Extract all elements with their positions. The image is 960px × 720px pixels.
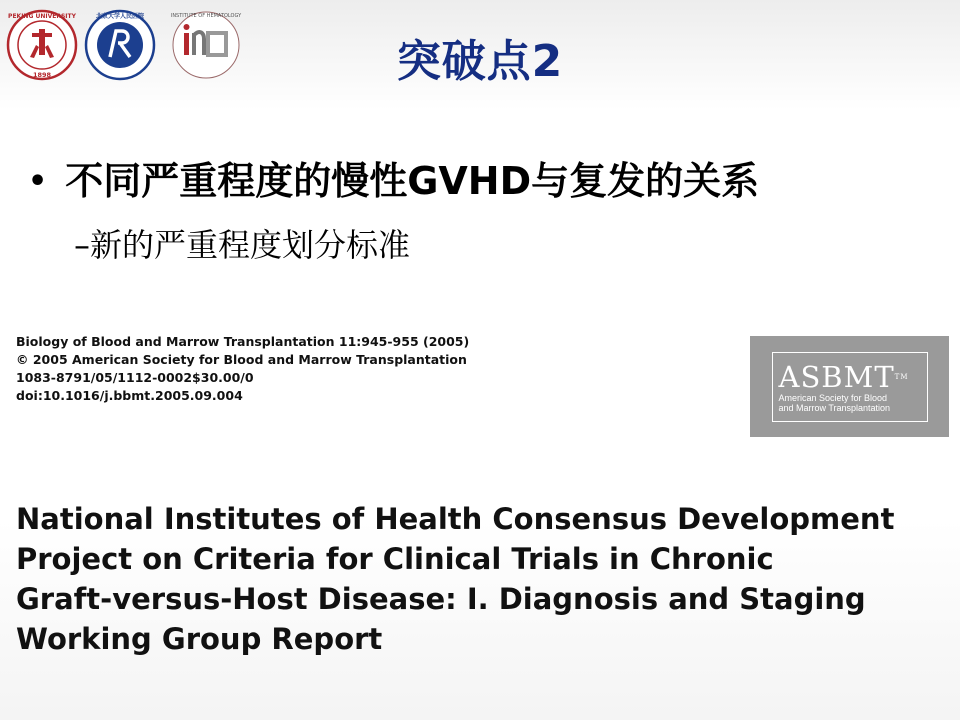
paper-title-line: Working Group Report	[16, 622, 383, 656]
journal-citation	[16, 333, 469, 405]
asbmt-subtitle-line: and Marrow Transplantation	[778, 402, 891, 413]
hospital-logo-text: 北京大学人民医院	[95, 13, 145, 20]
bullet-dot-icon: •	[28, 164, 48, 199]
citation-line: Biology of Blood and Marrow Transplantation 11:945-955 (2005)	[16, 334, 470, 349]
citation-line: doi:10.1016/j.bbmt.2005.09.004	[16, 388, 243, 403]
asbmt-logo	[750, 336, 949, 437]
main-bullet-text: 不同严重程度的慢性GVHD与复发的关系	[65, 159, 760, 203]
paper-title	[16, 499, 946, 659]
sub-bullet: –新的严重程度划分标准	[74, 226, 411, 264]
pku-logo-year: 1898	[32, 71, 52, 79]
trademark-mark: TM	[894, 372, 909, 381]
citation-line: 1083-8791/05/1112-0002$30.00/0	[16, 370, 254, 385]
paper-title-line: Graft-versus-Host Disease: I. Diagnosis and Staging	[16, 582, 866, 616]
asbmt-logo-frame	[772, 352, 928, 422]
citation-line: © 2005 American Society for Blood and Marrow Transplantation	[16, 352, 467, 367]
slide-title: 突破点2	[396, 36, 564, 87]
asbmt-wordmark: ASBMTTM	[778, 359, 909, 394]
paper-title-line: Project on Criteria for Clinical Trials in Chronic	[16, 542, 774, 576]
asbmt-subtitle-line: American Society for Blood	[778, 392, 888, 403]
pku-logo-text: PEKING UNIVERSITY	[8, 13, 76, 20]
paper-title-line: National Institutes of Health Consensus Development	[16, 502, 895, 536]
main-bullet	[28, 150, 759, 205]
ih-logo-text: INSTITUTE OF HEMATOLOGY	[170, 13, 242, 19]
